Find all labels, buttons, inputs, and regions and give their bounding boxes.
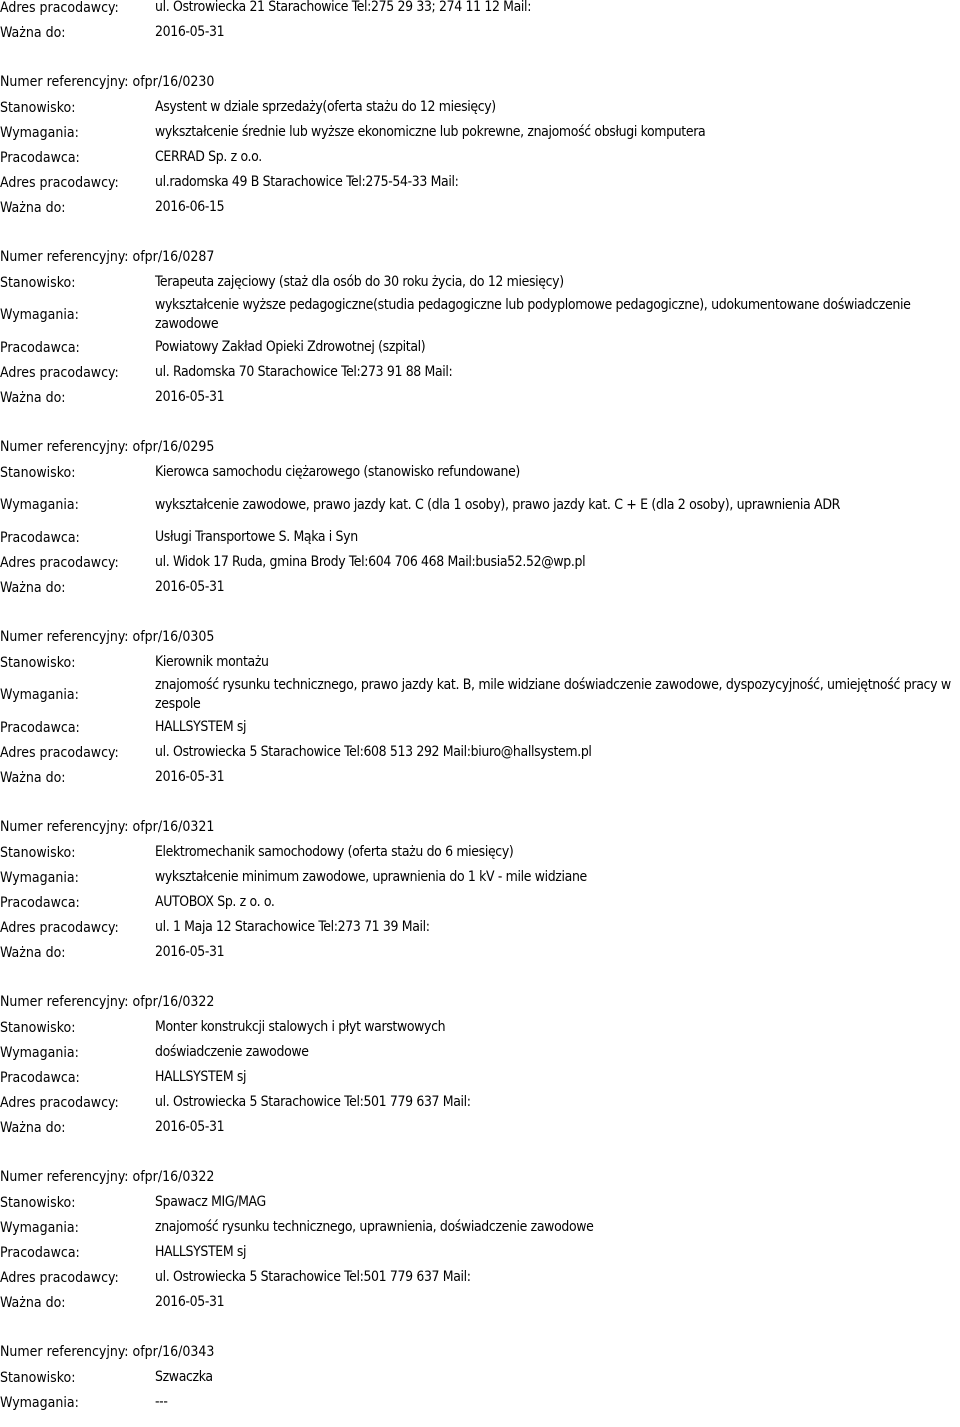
position-value: Spawacz MIG/MAG [155, 1194, 266, 1210]
valid-value: 2016-05-31 [155, 1119, 225, 1135]
ref-label: Numer referencyjny: [0, 629, 129, 645]
employer-value: AUTOBOX Sp. z o. o. [155, 894, 275, 910]
address-label: Adres pracodawcy: [0, 174, 119, 191]
requirements-row [0, 1390, 960, 1415]
employer-label: Pracodawca: [0, 894, 80, 911]
valid-value: 2016-06-15 [155, 199, 225, 215]
position-row [0, 1015, 960, 1040]
requirements-value: wykształcenie wyższe pedagogiczne(studia pedagogiczne lub podyplomowe pedagogiczne), udokumentowane doświadczenie zawodowe [155, 297, 911, 332]
employer-row [0, 890, 960, 915]
address-value: ul. Widok 17 Ruda, gmina Brody Tel:604 706 468 Mail:busia52.52@wp.pl [155, 554, 586, 570]
address-label: Adres pracodawcy: [0, 364, 119, 381]
position-value: Asystent w dziale sprzedaży(oferta stażu do 12 miesięcy) [155, 99, 496, 115]
employer-row [0, 1065, 960, 1090]
employer-value: HALLSYSTEM sj [155, 719, 247, 735]
requirements-row [0, 1040, 960, 1065]
requirements-row [0, 295, 960, 335]
position-value: Monter konstrukcji stalowych i płyt warstwowych [155, 1019, 446, 1035]
ref-value: ofpr/16/0295 [132, 439, 215, 455]
address-label: Adres pracodawcy: [0, 1269, 119, 1286]
ref-value: ofpr/16/0305 [132, 629, 215, 645]
ref-value: ofpr/16/0322 [132, 1169, 215, 1185]
position-row [0, 1190, 960, 1215]
offer-ref-row [0, 990, 960, 1015]
position-label: Stanowisko: [0, 274, 76, 291]
requirements-value: znajomość rysunku technicznego, uprawnienia, doświadczenie zawodowe [155, 1219, 594, 1235]
address-row [0, 550, 960, 575]
requirements-value: doświadczenie zawodowe [155, 1044, 309, 1060]
position-label: Stanowisko: [0, 99, 76, 116]
position-label: Stanowisko: [0, 1194, 76, 1211]
requirements-value: znajomość rysunku technicznego, prawo jazdy kat. B, mile widziane doświadczenie zawodowe, dyspozycyjność, umiejętność pracy w zespole [155, 677, 951, 712]
position-label: Stanowisko: [0, 1019, 76, 1036]
offer-ref-row [0, 70, 960, 95]
position-row [0, 460, 960, 485]
requirements-label: Wymagania: [0, 687, 79, 703]
address-row [0, 360, 960, 385]
valid-value: 2016-05-31 [155, 24, 225, 40]
address-value: ul. Ostrowiecka 21 Starachowice Tel:275 29 33; 274 11 12 Mail: [155, 0, 532, 15]
employer-value: HALLSYSTEM sj [155, 1244, 247, 1260]
ref-label: Numer referencyjny: [0, 74, 129, 90]
offer-ref-row [0, 625, 960, 650]
requirements-label: Wymagania: [0, 1394, 79, 1411]
employer-row [0, 715, 960, 740]
valid-row [0, 1115, 960, 1140]
requirements-label: Wymagania: [0, 124, 79, 141]
valid-row [0, 195, 960, 220]
valid-label: Ważna do: [0, 1119, 66, 1136]
valid-label: Ważna do: [0, 24, 66, 41]
requirements-row [0, 485, 960, 525]
position-label: Stanowisko: [0, 1369, 76, 1386]
valid-value: 2016-05-31 [155, 944, 225, 960]
address-value: ul. Radomska 70 Starachowice Tel:273 91 88 Mail: [155, 364, 453, 380]
employer-label: Pracodawca: [0, 149, 80, 166]
address-value: ul.radomska 49 B Starachowice Tel:275-54-33 Mail: [155, 174, 459, 190]
ref-value: ofpr/16/0287 [132, 249, 215, 265]
valid-label: Ważna do: [0, 579, 66, 596]
top-address-row [0, 0, 960, 20]
employer-label: Pracodawca: [0, 719, 80, 736]
valid-row [0, 940, 960, 965]
ref-label: Numer referencyjny: [0, 249, 129, 265]
requirements-row [0, 1215, 960, 1240]
valid-label: Ważna do: [0, 389, 66, 406]
address-label: Adres pracodawcy: [0, 0, 119, 16]
employer-label: Pracodawca: [0, 529, 80, 546]
employer-label: Pracodawca: [0, 1069, 80, 1086]
position-row [0, 840, 960, 865]
offer-ref-row [0, 245, 960, 270]
requirements-value: --- [155, 1394, 168, 1410]
employer-row [0, 525, 960, 550]
position-value: Elektromechanik samochodowy (oferta stażu do 6 miesięcy) [155, 844, 514, 860]
address-value: ul. Ostrowiecka 5 Starachowice Tel:501 779 637 Mail: [155, 1094, 471, 1110]
position-label: Stanowisko: [0, 464, 76, 481]
valid-row [0, 765, 960, 790]
ref-label: Numer referencyjny: [0, 819, 129, 835]
address-value: ul. Ostrowiecka 5 Starachowice Tel:608 513 292 Mail:biuro@hallsystem.pl [155, 744, 592, 760]
position-value: Kierowca samochodu ciężarowego (stanowisko refundowane) [155, 464, 520, 480]
valid-value: 2016-05-31 [155, 389, 225, 405]
address-label: Adres pracodawcy: [0, 744, 119, 761]
employer-row [0, 145, 960, 170]
requirements-row [0, 120, 960, 145]
valid-value: 2016-05-31 [155, 1294, 225, 1310]
valid-label: Ważna do: [0, 1294, 66, 1311]
address-row [0, 915, 960, 940]
requirements-label: Wymagania: [0, 1219, 79, 1236]
requirements-label: Wymagania: [0, 497, 79, 513]
requirements-label: Wymagania: [0, 1044, 79, 1061]
offer-ref-row [0, 1340, 960, 1365]
position-label: Stanowisko: [0, 654, 76, 671]
address-row [0, 1090, 960, 1115]
requirements-label: Wymagania: [0, 307, 79, 323]
ref-value: ofpr/16/0343 [132, 1344, 215, 1360]
position-row [0, 1365, 960, 1390]
position-value: Kierownik montażu [155, 654, 269, 670]
address-row [0, 740, 960, 765]
ref-label: Numer referencyjny: [0, 1344, 129, 1360]
address-label: Adres pracodawcy: [0, 554, 119, 571]
position-label: Stanowisko: [0, 844, 76, 861]
ref-label: Numer referencyjny: [0, 994, 129, 1010]
valid-value: 2016-05-31 [155, 579, 225, 595]
offer-ref-row [0, 1165, 960, 1190]
position-row [0, 95, 960, 120]
employer-label: Pracodawca: [0, 1244, 80, 1261]
position-value: Terapeuta zajęciowy (staż dla osób do 30 roku życia, do 12 miesięcy) [155, 274, 564, 290]
employer-label: Pracodawca: [0, 339, 80, 356]
employer-row [0, 1240, 960, 1265]
employer-value: Powiatowy Zakład Opieki Zdrowotnej (szpital) [155, 339, 426, 355]
address-row [0, 1265, 960, 1290]
address-label: Adres pracodawcy: [0, 1094, 119, 1111]
ref-value: ofpr/16/0321 [132, 819, 215, 835]
valid-row [0, 1290, 960, 1315]
address-row [0, 170, 960, 195]
offer-ref-row [0, 815, 960, 840]
ref-value: ofpr/16/0230 [132, 74, 215, 90]
ref-value: ofpr/16/0322 [132, 994, 215, 1010]
valid-label: Ważna do: [0, 769, 66, 786]
offer-ref-row [0, 435, 960, 460]
employer-row [0, 335, 960, 360]
position-value: Szwaczka [155, 1369, 213, 1385]
valid-value: 2016-05-31 [155, 769, 225, 785]
ref-label: Numer referencyjny: [0, 1169, 129, 1185]
employer-value: CERRAD Sp. z o.o. [155, 149, 262, 165]
position-row [0, 650, 960, 675]
requirements-value: wykształcenie zawodowe, prawo jazdy kat. C (dla 1 osoby), prawo jazdy kat. C + E (dla 2 osoby), uprawnienia ADR [155, 496, 841, 513]
requirements-label: Wymagania: [0, 869, 79, 886]
top-valid-row [0, 20, 960, 45]
employer-value: HALLSYSTEM sj [155, 1069, 247, 1085]
address-value: ul. Ostrowiecka 5 Starachowice Tel:501 779 637 Mail: [155, 1269, 471, 1285]
requirements-row [0, 865, 960, 890]
requirements-value: wykształcenie średnie lub wyższe ekonomiczne lub pokrewne, znajomość obsługi komputera [155, 124, 706, 140]
valid-label: Ważna do: [0, 199, 66, 216]
requirements-row [0, 675, 960, 715]
position-row [0, 270, 960, 295]
address-value: ul. 1 Maja 12 Starachowice Tel:273 71 39 Mail: [155, 919, 430, 935]
requirements-value: wykształcenie minimum zawodowe, uprawnienia do 1 kV - mile widziane [155, 869, 587, 885]
valid-label: Ważna do: [0, 944, 66, 961]
ref-label: Numer referencyjny: [0, 439, 129, 455]
employer-value: Usługi Transportowe S. Mąka i Syn [155, 529, 358, 545]
valid-row [0, 575, 960, 600]
address-label: Adres pracodawcy: [0, 919, 119, 936]
valid-row [0, 385, 960, 410]
